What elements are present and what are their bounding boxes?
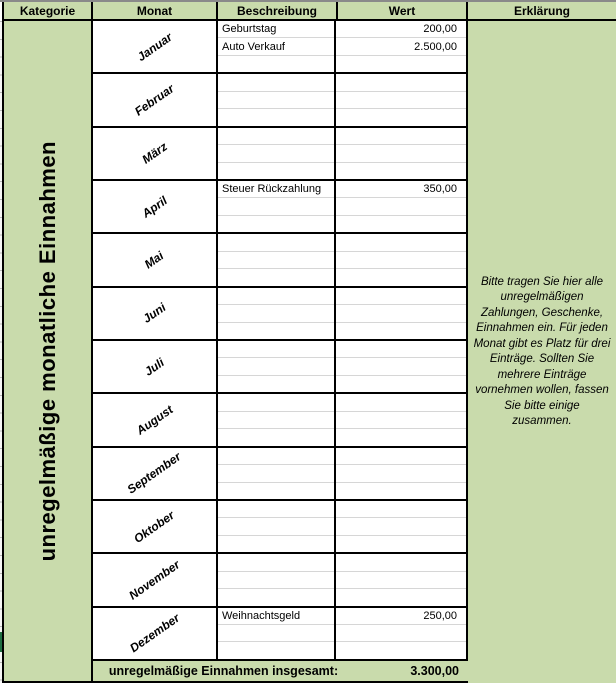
description-cell[interactable] [218, 323, 334, 339]
description-cell[interactable] [218, 109, 334, 125]
value-cell[interactable] [336, 483, 466, 499]
description-cell[interactable]: Auto Verkauf [218, 38, 334, 55]
description-cell[interactable] [218, 465, 334, 482]
explanation-text: Bitte tragen Sie hier alle unregelmäßigen Zahlungen, Geschenke, Einnahmen ein. Für jeden Monat gibt es Platz für drei Einträge. Sollten Sie mehrere Einträge vornehmen wollen, fassen Sie bitte einige zusammen. [473, 275, 611, 427]
description-cell[interactable] [218, 74, 334, 91]
description-cell[interactable]: Weihnachtsgeld [218, 608, 334, 625]
value-column [336, 21, 466, 72]
value-cell[interactable] [336, 128, 466, 145]
description-column [218, 288, 336, 339]
value-column [336, 181, 466, 232]
value-cell[interactable] [336, 376, 466, 392]
description-cell[interactable] [218, 554, 334, 571]
month-label: September [125, 449, 184, 497]
month-block [93, 448, 466, 501]
month-cell [93, 128, 218, 179]
value-cell[interactable] [336, 518, 466, 535]
value-cell[interactable] [336, 448, 466, 465]
description-cell[interactable]: Steuer Rückzahlung [218, 181, 334, 198]
value-cell[interactable] [336, 465, 466, 482]
description-cell[interactable] [218, 589, 334, 605]
description-cell[interactable] [218, 518, 334, 535]
description-cell[interactable] [218, 288, 334, 305]
month-cell [93, 21, 218, 72]
value-column [336, 501, 466, 552]
month-label: Juli [142, 354, 167, 379]
description-cell[interactable] [218, 252, 334, 269]
value-column [336, 554, 466, 605]
value-cell[interactable] [336, 501, 466, 518]
description-cell[interactable] [218, 128, 334, 145]
value-cell[interactable] [336, 429, 466, 445]
month-cell [93, 608, 218, 659]
value-cell[interactable]: 200,00 [336, 21, 466, 38]
value-cell[interactable] [336, 323, 466, 339]
description-cell[interactable] [218, 572, 334, 589]
column-header-beschreibung: Beschreibung [218, 2, 338, 21]
month-cell [93, 74, 218, 125]
description-cell[interactable] [218, 412, 334, 429]
description-cell[interactable] [218, 92, 334, 109]
month-cell [93, 181, 218, 232]
value-cell[interactable] [336, 269, 466, 285]
month-label: Februar [132, 81, 177, 119]
value-cell[interactable] [336, 163, 466, 179]
value-cell[interactable] [336, 394, 466, 411]
description-column [218, 234, 336, 285]
value-column [336, 608, 466, 659]
month-label: Januar [134, 29, 175, 64]
value-cell[interactable]: 2.500,00 [336, 38, 466, 55]
value-cell[interactable]: 250,00 [336, 608, 466, 625]
value-cell[interactable] [336, 56, 466, 72]
description-column [218, 181, 336, 232]
month-label: März [139, 139, 170, 167]
explanation-cell [468, 21, 616, 683]
value-cell[interactable] [336, 252, 466, 269]
month-cell [93, 554, 218, 605]
description-cell[interactable] [218, 429, 334, 445]
month-cell [93, 448, 218, 499]
value-cell[interactable]: 350,00 [336, 181, 466, 198]
month-label: Juni [140, 300, 169, 327]
month-block [93, 288, 466, 341]
month-block [93, 501, 466, 554]
description-cell[interactable] [218, 625, 334, 642]
value-cell[interactable] [336, 288, 466, 305]
value-cell[interactable] [336, 109, 466, 125]
month-label: April [139, 193, 170, 221]
month-label: Oktober [131, 507, 178, 546]
value-cell[interactable] [336, 358, 466, 375]
value-cell[interactable] [336, 305, 466, 322]
category-label: unregelmäßige monatliche Einnahmen [34, 140, 60, 562]
column-header-kategorie: Kategorie [2, 2, 93, 21]
description-cell[interactable] [218, 305, 334, 322]
month-cell [93, 341, 218, 392]
column-header-erklaerung: Erklärung [468, 2, 616, 21]
description-cell[interactable] [218, 483, 334, 499]
description-column [218, 394, 336, 445]
month-block [93, 74, 466, 127]
description-cell[interactable] [218, 536, 334, 552]
value-cell[interactable] [336, 198, 466, 215]
value-column [336, 128, 466, 179]
month-block [93, 608, 466, 661]
value-cell[interactable] [336, 92, 466, 109]
description-cell[interactable] [218, 448, 334, 465]
description-cell[interactable] [218, 234, 334, 251]
value-cell[interactable] [336, 412, 466, 429]
value-cell[interactable] [336, 589, 466, 605]
month-block [93, 21, 466, 74]
description-cell[interactable] [218, 341, 334, 358]
month-block [93, 234, 466, 287]
description-cell[interactable] [218, 394, 334, 411]
description-column [218, 608, 336, 659]
description-cell[interactable] [218, 198, 334, 215]
description-cell[interactable]: Geburtstag [218, 21, 334, 38]
value-cell[interactable] [336, 536, 466, 552]
description-column [218, 341, 336, 392]
month-block [93, 181, 466, 234]
value-cell[interactable] [336, 234, 466, 251]
month-cell [93, 394, 218, 445]
description-column [218, 21, 336, 72]
description-cell[interactable] [218, 216, 334, 232]
description-cell[interactable] [218, 358, 334, 375]
description-column [218, 554, 336, 605]
column-header-monat: Monat [93, 2, 218, 21]
total-label: unregelmäßige Einnahmen insgesamt: [108, 664, 339, 678]
description-cell[interactable] [218, 642, 334, 658]
total-row [93, 661, 468, 683]
description-cell[interactable] [218, 269, 334, 285]
month-block [93, 394, 466, 447]
value-column [336, 288, 466, 339]
value-cell[interactable] [336, 145, 466, 162]
total-value: 3.300,00 [410, 664, 459, 678]
column-header-wert: Wert [338, 2, 468, 21]
description-cell[interactable] [218, 376, 334, 392]
month-label: Mai [142, 248, 167, 272]
value-cell[interactable] [336, 216, 466, 232]
month-block [93, 554, 466, 607]
value-cell[interactable] [336, 572, 466, 589]
value-column [336, 394, 466, 445]
category-cell [2, 21, 93, 683]
value-cell[interactable] [336, 341, 466, 358]
value-column [336, 74, 466, 125]
month-label: August [133, 402, 176, 438]
month-label: November [126, 557, 183, 603]
month-cell [93, 234, 218, 285]
value-column [336, 341, 466, 392]
month-block [93, 341, 466, 394]
description-column [218, 448, 336, 499]
value-cell[interactable] [336, 642, 466, 658]
description-cell[interactable] [218, 56, 334, 72]
description-cell[interactable] [218, 501, 334, 518]
month-cell [93, 501, 218, 552]
description-column [218, 74, 336, 125]
month-blocks-region [93, 21, 468, 661]
value-column [336, 448, 466, 499]
month-cell [93, 288, 218, 339]
description-cell[interactable] [218, 163, 334, 179]
value-cell[interactable] [336, 554, 466, 571]
description-column [218, 501, 336, 552]
value-column [336, 234, 466, 285]
value-cell[interactable] [336, 625, 466, 642]
description-column [218, 128, 336, 179]
month-block [93, 128, 466, 181]
description-cell[interactable] [218, 145, 334, 162]
value-cell[interactable] [336, 74, 466, 91]
month-label: Dezember [126, 611, 183, 656]
